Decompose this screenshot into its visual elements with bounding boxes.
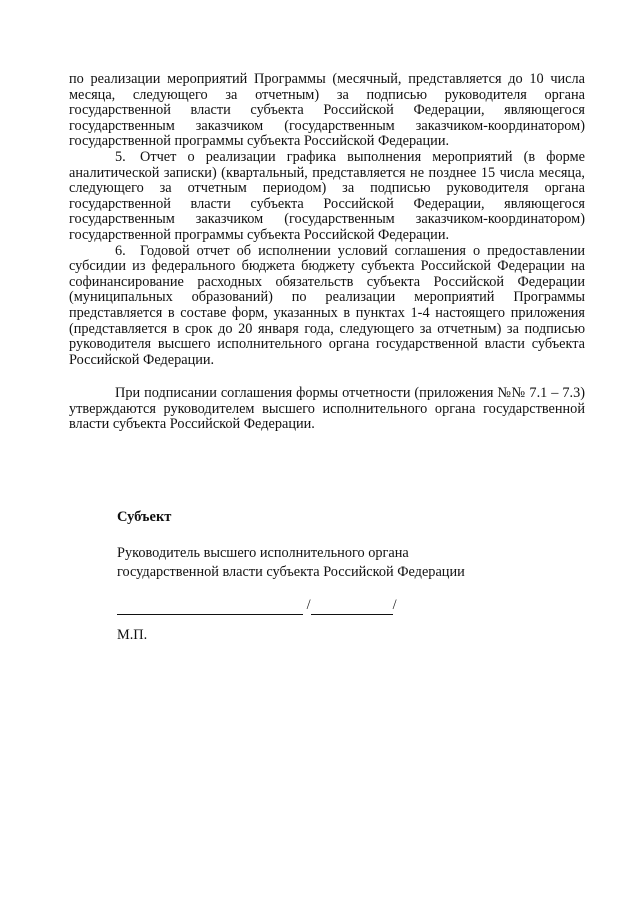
- signature-line: [117, 596, 397, 615]
- name-blank: [311, 598, 393, 615]
- subject-heading: Субъект: [117, 509, 172, 525]
- paragraph-item-6: 6. Годовой отчет об исполнении условий соглашения о предоставлении субсидии из федерального бюджета бюджету субъекта Российской Федерации на софинансирование расходных обязательств субъекта Российской Федерации (муниципальных образований) по реализации мероприятий Программы представляется в составе форм, указанных в пунктах 1-4 настоящего приложения (представляется в срок до 20 января года, следующего за отчетным) за подписью руководителя высшего исполнительного органа государственной власти субъекта Российской Федерации.: [69, 242, 585, 368]
- signature-blank: [117, 598, 303, 615]
- document-body: [69, 72, 585, 433]
- paragraph-continuation: по реализации мероприятий Программы (месячный, представляется до 10 числа месяца, следующего за отчетным) за подписью руководителя органа государственной власти субъекта Российской Федерации, являющегося государственным заказчиком (государственным заказчиком-координатором) государственной программы субъекта Российской Федерации.: [69, 71, 585, 150]
- signer-title-line: государственной власти субъекта Российской Федерации: [117, 564, 465, 580]
- paragraph-approval: При подписании соглашения формы отчетности (приложения №№ 7.1 – 7.3) утверждаются руководителем высшего исполнительного органа государственной власти субъекта Российской Федерации.: [69, 385, 585, 433]
- signature-separator: /: [306, 597, 311, 613]
- signature-separator: /: [392, 597, 397, 613]
- signer-title-line: Руководитель высшего исполнительного органа: [117, 545, 409, 561]
- signer-title: [117, 544, 465, 582]
- paragraph-item-5: 5. Отчет о реализации графика выполнения мероприятий (в форме аналитической записки) (квартальный, представляется не позднее 15 числа месяца, следующего за отчетным периодом) за подписью руководителя органа государственной власти субъекта Российской Федерации, являющегося государственным заказчиком (государственным заказчиком-координатором) государственной программы субъекта Российской Федерации.: [69, 148, 585, 243]
- stamp-label: М.П.: [117, 627, 148, 643]
